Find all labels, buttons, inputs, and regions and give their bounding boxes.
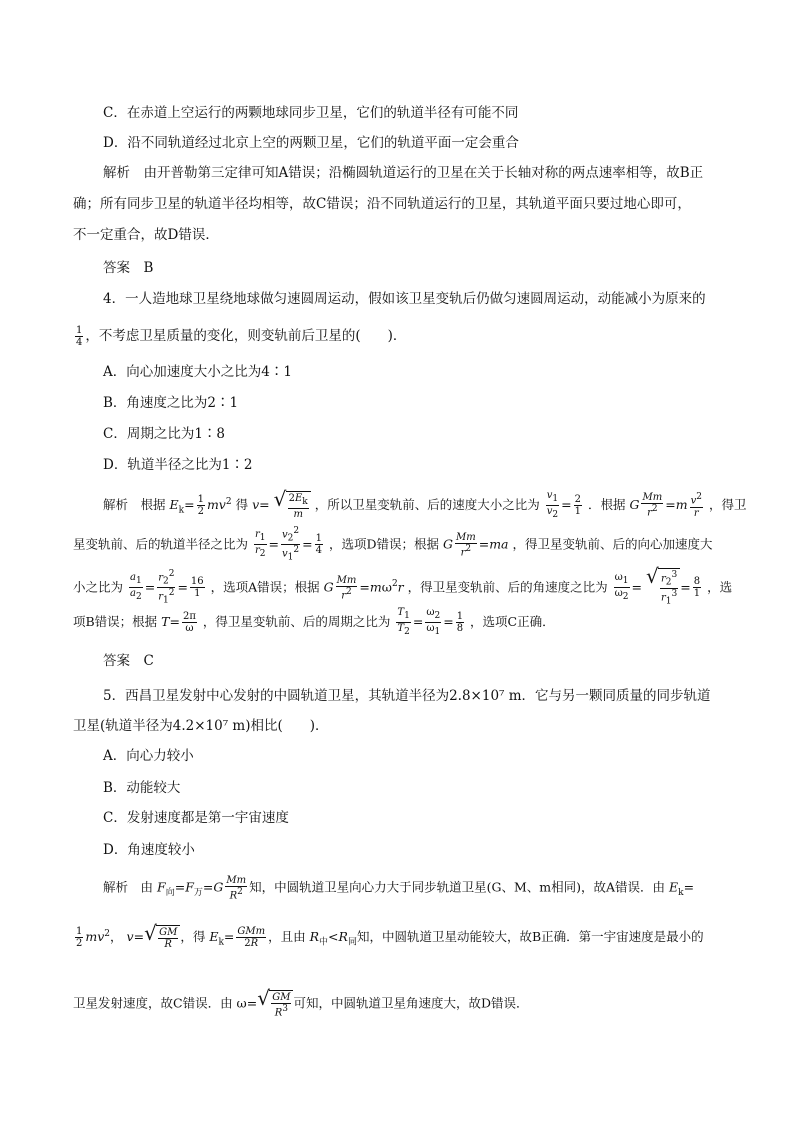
solution-4-line-1: 解析 根据 $E_k=$ $\frac{1}{2}$ $mv^2$ 得 v= √ $\frac{2E_k}{m}$ ，所以卫星变轨前、后的速度大小之比为 $\frac{v_1}{v_2}$ = $\frac{2}{1}$ ．根据 G $\frac{Mm}{r^2}$ =m $\frac{v^2}{r}$ ，得卫	[103, 487, 747, 520]
solution-4-line-3: 小之比为 $\frac{a_1}{a_2}$ = $\frac{r_2^2}{r_1^2}$ = $\frac{16}{1}$ ，选项A错误；根据 G $\frac{Mm}{r^2}$ $=m\omega^2r$ ，得卫星变轨前、后的角速度之比为 $\frac{\omega_1}{\omega_2}$ = √ $\frac{r_2^3}{r_1^3}$ = $\frac{8}{1}$ ，选	[73, 564, 733, 607]
solution-3-line-2: 确；所有同步卫星的轨道半径均相等，故C错误；沿不同轨道运行的卫星，其轨道平面只要过地心即可，	[73, 196, 691, 212]
question-4-line-1: 4．一人造地球卫星绕地球做匀速圆周运动，假如该卫星变轨后仍做匀速圆周运动，动能减小为原来的	[103, 291, 706, 307]
question-4-line-2-text: ，不考虑卫星质量的变化，则变轨前后卫星的( )．	[85, 328, 407, 344]
question-5-option-d: D．角速度较小	[103, 842, 195, 858]
solution-3-line-1: 解析 由开普勒第三定律可知A错误；沿椭圆轨道运行的卫星在关于长轴对称的两点速率相等，故B正	[103, 165, 704, 181]
answer-4: 答案 C	[103, 653, 154, 669]
solution-5-line-1: 解析 由 $F_向=F_万=G$ $\frac{Mm}{R^2}$ 知，中圆轨道卫星向心力大于同步轨道卫星(G、M、m相同)，故A错误．由 $E_k=$	[103, 875, 695, 902]
option-c: C．在赤道上空运行的两颗地球同步卫星，它们的轨道半径有可能不同	[103, 105, 519, 121]
fraction-one-quarter: $\frac{1}{4}$	[76, 325, 83, 348]
answer-3: 答案 B	[103, 260, 154, 276]
question-5-option-c: C．发射速度都是第一宇宙速度	[103, 810, 289, 826]
solution-5-line-2: $\frac{1}{2}$ $mv^2$， v= √ $\frac{GM}{R}$ ，得 $E_k=$ $\frac{\text{GMm}}{2R}$ ，且由 $R_中<R_同$知，中圆轨道卫星动能较大，故B正确．第一宇宙速度是最小的	[76, 921, 704, 951]
solution-4-line-2: 星变轨前、后的轨道半径之比为 $\frac{r_1}{r_2}$ = $\frac{v_2^2}{v_1^2}$ = $\frac{1}{4}$ ，选项D错误；根据 G $\frac{Mm}{r^2}$ =ma ，得卫星变轨前、后的向心加速度大	[73, 526, 713, 563]
solution-4-line-4: 项B错误；根据 T= $\frac{2\pi}{\omega}$ ，得卫星变轨前、后的周期之比为 $\frac{T_1}{T_2}$ = $\frac{\omega_2}{\omega_1}$ = $\frac{1}{8}$ ，选项C正确．	[73, 607, 555, 637]
question-5-option-a: A．向心力较小	[103, 748, 194, 764]
question-4-option-c: C．周期之比为1∶8	[103, 426, 226, 442]
question-5-line-1: 5．西昌卫星发射中心发射的中圆轨道卫星，其轨道半径为2.8×10⁷ m．它与另一颗同质量的同步轨道	[103, 688, 711, 704]
question-5-line-2: 卫星(轨道半径为4.2×10⁷ m)相比( )．	[73, 718, 329, 734]
question-4-option-d: D．轨道半径之比为1∶2	[103, 457, 253, 473]
solution-3-line-3: 不一定重合，故D错误．	[73, 227, 219, 243]
question-5-option-b: B．动能较大	[103, 780, 181, 796]
question-4-option-a: A．向心加速度大小之比为4∶1	[103, 364, 292, 380]
question-4-line-2	[73, 325, 406, 348]
option-d: D．沿不同轨道经过北京上空的两颗卫星，它们的轨道平面一定会重合	[103, 135, 519, 151]
solution-5-line-3: 卫星发射速度，故C错误．由 ω= √ $\frac{GM}{R^3}$ 可知，中圆轨道卫星角速度大，故D错误．	[73, 986, 529, 1019]
question-4-option-b: B．角速度之比为2∶1	[103, 395, 239, 411]
